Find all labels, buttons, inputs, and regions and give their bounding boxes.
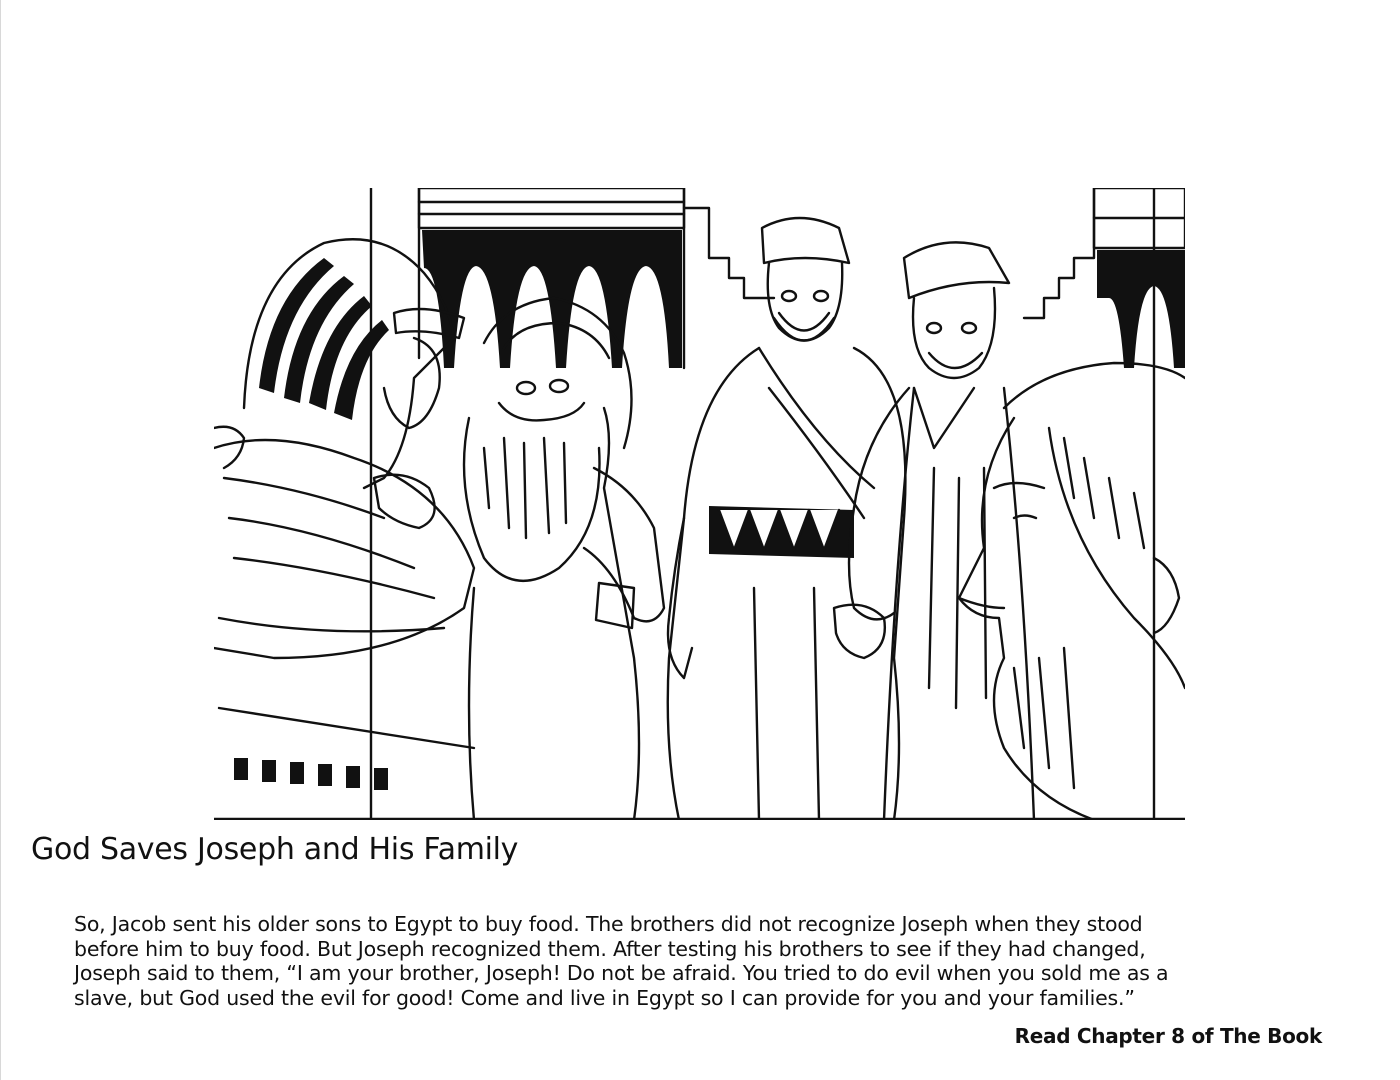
joseph-figure [214,239,474,790]
chapter-reference: Read Chapter 8 of The Book [1014,1024,1322,1048]
page-edge [0,0,1,1080]
page-title: God Saves Joseph and His Family [31,832,519,867]
brother-figure-1 [668,218,906,820]
story-line: Joseph said to them, “I am your brother, Joseph! Do not be afraid. You tried to do evil when you sold me as a [74,961,1169,985]
jacob-figure [374,298,664,820]
illustration-svg [214,188,1185,820]
brother-figure-2 [834,242,1034,820]
foreground-figure [959,363,1185,820]
story-paragraph [74,912,1314,1010]
story-line: So, Jacob sent his older sons to Egypt to buy food. The brothers did not recognize Joseph when they stood [74,912,1143,936]
story-line: slave, but God used the evil for good! Come and live in Egypt so I can provide for you and your families.” [74,985,1135,1010]
story-line: before him to buy food. But Joseph recognized them. After testing his brothers to see if they had changed, [74,936,1146,961]
coloring-illustration [214,188,1185,820]
arches [422,230,1185,368]
